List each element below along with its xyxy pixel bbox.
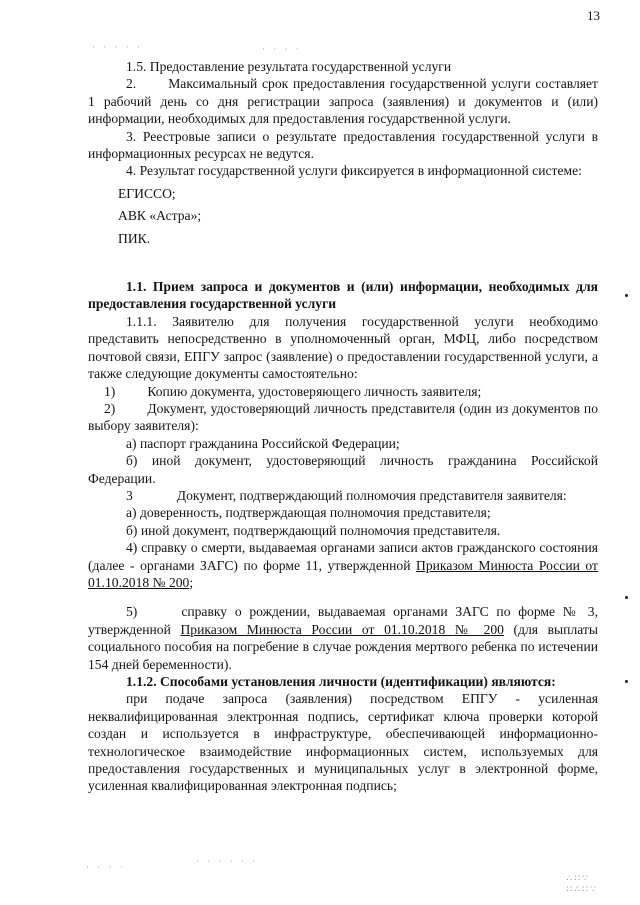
item-number: 5) [126,604,138,620]
system-egisso: ЕГИССО; [118,185,176,201]
scan-stamp-marks: ∴ ∷ ∵ ∷ ∴ ∷ ∵ [566,873,596,894]
margin-dot [625,680,628,683]
doc-item-3 [88,487,598,504]
doc-item-5: 5) справку о рождении, выдаваемая органами ЗАГС по форме № 3, утвержденной Приказом Минюста России от 01.10.2018 № 200 (для выплаты социального пособия на погребение в случае рождения мертвого ребенка по истечении 154 дней беременности). [88,604,598,672]
scan-noise: · · · · [262,44,302,54]
scan-noise: · · · · [86,862,126,872]
paragraph-item-3: 3. Реестровые записи о результате предоставления государственной услуги в информационных ресурсах не ведутся. [88,128,598,162]
paragraph-item-4: 4. Результат государственной услуги фиксируется в информационной системе: [126,163,582,179]
system-avk-astra: АВК «Астра»; [118,208,202,224]
doc-item-2a: а) паспорт гражданина Российской Федерации; [126,435,400,451]
page-number: 13 [587,8,600,23]
item-text: Копию документа, удостоверяющего личность заявителя; [147,383,482,399]
item-number: 2) [104,400,116,416]
result-heading: 1.5. Предоставление результата государственной услуги [126,59,452,74]
item-number: 2. [126,76,137,92]
paragraph-1-1-1: 1.1.1. Заявителю для получения государственной услуги необходимо представить непосредственно в уполномоченный орган, МФЦ, либо посредством почтовой связи, ЕПГУ запрос (заявление) о предоставлении государственной услуги, а также следующие документы самостоятельно: [88,313,598,382]
item-text: Документ, подтверждающий полномочия представителя заявителя: [176,487,567,503]
doc-item-2 [88,400,598,435]
scan-noise: · · · · · [92,42,143,52]
document-body [88,58,598,795]
margin-dot [625,596,628,599]
paragraph-item-2 [88,75,598,127]
paragraph-identification: при подаче запроса (заявления) посредством ЕПГУ - усиленная неквалифицированная электронная подпись, сертификат ключа проверки которой создан и используется в инфраструктуре, обеспечивающей информационно-технологическое взаимодействие информационных систем, используемых для предоставления государственных и муниципальных услуг в электронной форме, усиленная квалифицированная электронная подпись; [88,691,598,794]
item-text: Максимальный срок предоставления государственной услуги составляет 1 рабочий день со дня регистрации запроса (заявления) и документов и (или) информации, необходимых для предоставления государственной услуги. [88,76,598,127]
item-number: 1) [104,383,116,399]
section-heading-1-1: 1.1. Прием запроса и документов и (или) информации, необходимых для предоставления государственной услуги [88,279,598,312]
doc-item-4: 4) справку о смерти, выдаваемая органами записи актов гражданского состояния (далее - органами ЗАГС) по форме 11, утвержденной Приказом Минюста России от 01.10.2018 № 200; [88,540,598,590]
doc-item-3a: а) доверенность, подтверждающая полномочия представителя; [126,505,491,521]
doc-item-2b: б) иной документ, удостоверяющий личность гражданина Российской Федерации. [88,453,598,486]
margin-dot [625,294,628,297]
item-number: 3 [126,487,133,503]
doc-item-1 [88,383,598,400]
section-heading-1-1-2: 1.1.2. Способами установления личности (идентификации) являются: [126,674,556,689]
doc-item-3b: б) иной документ, подтверждающий полномочия представителя. [126,522,501,538]
item-text: Документ, удостоверяющий личность представителя (один из документов по выбору заявителя): [88,400,598,434]
system-pik: ПИК. [118,230,151,246]
order-reference-link: Приказом Минюста России от 01.10.2018 № 200 [88,557,598,590]
order-reference-link: Приказом Минюста России от 01.10.2018 № 200 [180,621,504,637]
scan-noise: · · · · · · [196,856,259,866]
